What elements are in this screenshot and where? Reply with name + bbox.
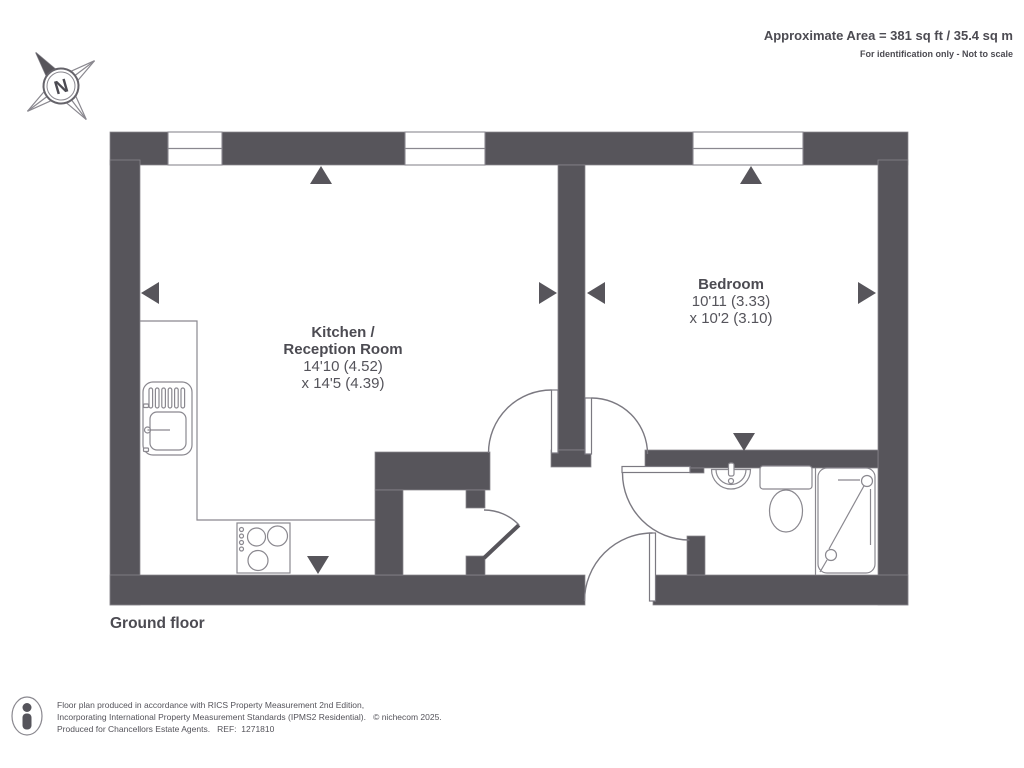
person-icon [12, 697, 42, 735]
wall-bottom [653, 575, 908, 605]
measure-arrow-up-icon [310, 166, 332, 184]
toilet-icon [760, 466, 812, 532]
wall-top [485, 132, 693, 165]
room-dimensions-line2: x 14'5 (4.39) [301, 375, 385, 392]
room-name-line1: Kitchen / [311, 324, 375, 341]
wall-left [110, 160, 140, 605]
wall-bathroom-top [645, 450, 878, 468]
door-cupboard [484, 510, 519, 558]
hob-icon [237, 523, 290, 573]
window [405, 132, 485, 165]
identification-note: For identification only - Not to scale [859, 49, 1013, 59]
wall-top [222, 132, 405, 165]
compass-rose-icon [27, 52, 94, 119]
floor-title: Ground floor [110, 615, 205, 632]
door-front-entrance [585, 533, 656, 601]
measure-arrow-down-icon [307, 556, 329, 574]
wall-cupboard-jamb-bottom [466, 556, 485, 575]
door-bathroom [622, 467, 690, 541]
compass-north-label: N [51, 75, 71, 100]
footer [12, 697, 442, 735]
wall-partition [558, 165, 585, 450]
room-name-line2: Reception Room [283, 341, 403, 358]
wall-right [878, 160, 908, 605]
bedroom-label [690, 276, 773, 327]
wall-cupboard-left [375, 490, 403, 575]
room-dimensions-line1: 14'10 (4.52) [303, 358, 383, 375]
doors [484, 390, 690, 601]
room-name-line1: Bedroom [698, 276, 764, 293]
window [168, 132, 222, 165]
wall-bathroom-stub [687, 536, 705, 575]
shower-icon [818, 468, 875, 573]
measure-arrow-left-icon [587, 282, 605, 304]
wall-bathroom-jamb [690, 468, 704, 473]
footer-line1: Floor plan produced in accordance with RICS Property Measurement 2nd Edition, [57, 700, 365, 710]
door-kitchen [489, 390, 559, 453]
wall-bottom [110, 575, 585, 605]
measure-arrow-right-icon [539, 282, 557, 304]
door-bedroom [585, 398, 648, 454]
kitchen-reception-label [283, 324, 402, 392]
footer-line2: Incorporating International Property Measurement Standards (IPMS2 Residential). © nichecom 2025. [57, 712, 442, 722]
kitchen-sink-icon [143, 382, 192, 455]
measure-arrow-right-icon [858, 282, 876, 304]
approximate-area-label: Approximate Area = 381 sq ft / 35.4 sq m [763, 28, 1013, 43]
measure-arrow-down-icon [733, 433, 755, 451]
footer-line3: Produced for Chancellors Estate Agents. REF: 1271810 [57, 724, 275, 734]
room-dimensions-line1: 10'11 (3.33) [691, 293, 771, 310]
wall-cupboard-top [375, 452, 490, 490]
window [693, 132, 803, 165]
measure-arrow-left-icon [141, 282, 159, 304]
room-dimensions-line2: x 10'2 (3.10) [689, 310, 773, 327]
measurement-arrows [141, 166, 876, 574]
measure-arrow-up-icon [740, 166, 762, 184]
wall-cupboard-jamb-top [466, 490, 485, 508]
